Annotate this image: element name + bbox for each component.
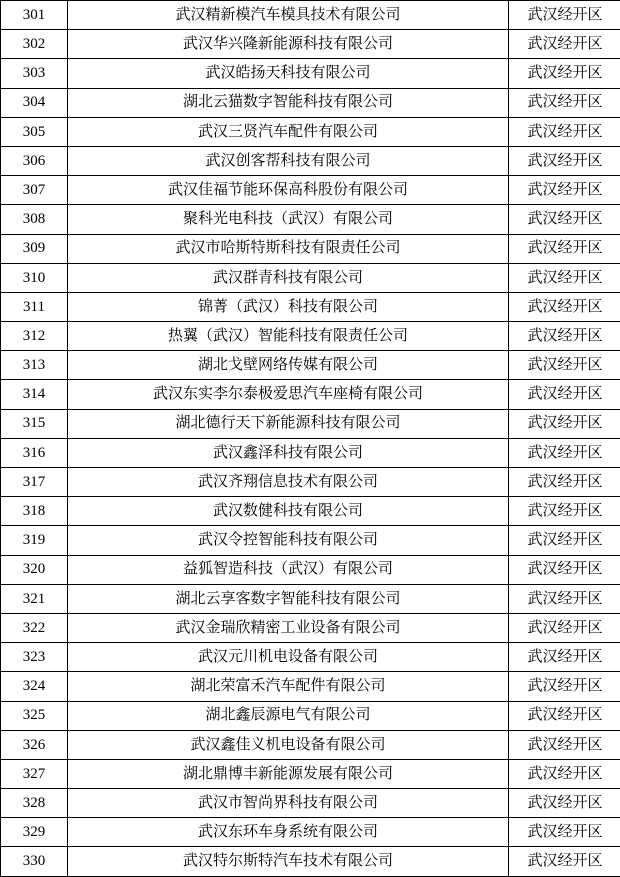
- row-index-cell: 322: [1, 613, 68, 642]
- table-row: [1, 497, 620, 526]
- row-index-cell: 329: [1, 818, 68, 847]
- row-index-cell: 310: [1, 263, 68, 292]
- company-name-cell: 聚科光电科技（武汉）有限公司: [68, 205, 509, 234]
- table-row: [1, 643, 620, 672]
- zone-cell: 武汉经开区: [509, 672, 620, 701]
- table-row: [1, 59, 620, 88]
- table-body: [1, 1, 620, 877]
- table-row: [1, 584, 620, 613]
- table-row: [1, 701, 620, 730]
- table-row: [1, 263, 620, 292]
- row-index-cell: 308: [1, 205, 68, 234]
- table-row: [1, 409, 620, 438]
- company-name-cell: 湖北鑫辰源电气有限公司: [68, 701, 509, 730]
- zone-cell: 武汉经开区: [509, 117, 620, 146]
- table-row: [1, 322, 620, 351]
- zone-cell: 武汉经开区: [509, 351, 620, 380]
- table-row: [1, 30, 620, 59]
- zone-cell: 武汉经开区: [509, 380, 620, 409]
- row-index-cell: 314: [1, 380, 68, 409]
- company-name-cell: 武汉市智尚界科技有限公司: [68, 789, 509, 818]
- row-index-cell: 312: [1, 322, 68, 351]
- zone-cell: 武汉经开区: [509, 468, 620, 497]
- table-row: [1, 205, 620, 234]
- table-row: [1, 88, 620, 117]
- company-name-cell: 武汉皓扬天科技有限公司: [68, 59, 509, 88]
- company-name-cell: 武汉群青科技有限公司: [68, 263, 509, 292]
- company-name-cell: 武汉金瑞欣精密工业设备有限公司: [68, 613, 509, 642]
- zone-cell: 武汉经开区: [509, 847, 620, 876]
- row-index-cell: 318: [1, 497, 68, 526]
- zone-cell: 武汉经开区: [509, 497, 620, 526]
- company-name-cell: 武汉佳福节能环保高科股份有限公司: [68, 176, 509, 205]
- row-index-cell: 320: [1, 555, 68, 584]
- row-index-cell: 302: [1, 30, 68, 59]
- zone-cell: 武汉经开区: [509, 759, 620, 788]
- row-index-cell: 324: [1, 672, 68, 701]
- row-index-cell: 315: [1, 409, 68, 438]
- row-index-cell: 321: [1, 584, 68, 613]
- company-name-cell: 武汉齐翔信息技术有限公司: [68, 468, 509, 497]
- row-index-cell: 306: [1, 146, 68, 175]
- row-index-cell: 326: [1, 730, 68, 759]
- zone-cell: 武汉经开区: [509, 438, 620, 467]
- table-row: [1, 847, 620, 876]
- zone-cell: 武汉经开区: [509, 205, 620, 234]
- zone-cell: 武汉经开区: [509, 292, 620, 321]
- table-row: [1, 555, 620, 584]
- zone-cell: 武汉经开区: [509, 176, 620, 205]
- zone-cell: 武汉经开区: [509, 1, 620, 30]
- row-index-cell: 316: [1, 438, 68, 467]
- company-name-cell: 锦菁（武汉）科技有限公司: [68, 292, 509, 321]
- table-row: [1, 351, 620, 380]
- row-index-cell: 327: [1, 759, 68, 788]
- table-row: [1, 613, 620, 642]
- table-row: [1, 759, 620, 788]
- company-name-cell: 武汉鑫泽科技有限公司: [68, 438, 509, 467]
- company-name-cell: 武汉数健科技有限公司: [68, 497, 509, 526]
- row-index-cell: 313: [1, 351, 68, 380]
- table-row: [1, 438, 620, 467]
- zone-cell: 武汉经开区: [509, 730, 620, 759]
- zone-cell: 武汉经开区: [509, 701, 620, 730]
- zone-cell: 武汉经开区: [509, 526, 620, 555]
- company-name-cell: 湖北云猫数字智能科技有限公司: [68, 88, 509, 117]
- table-row: [1, 1, 620, 30]
- table-row: [1, 292, 620, 321]
- table-row: [1, 176, 620, 205]
- zone-cell: 武汉经开区: [509, 30, 620, 59]
- row-index-cell: 319: [1, 526, 68, 555]
- zone-cell: 武汉经开区: [509, 88, 620, 117]
- row-index-cell: 325: [1, 701, 68, 730]
- zone-cell: 武汉经开区: [509, 146, 620, 175]
- row-index-cell: 311: [1, 292, 68, 321]
- table-row: [1, 789, 620, 818]
- row-index-cell: 304: [1, 88, 68, 117]
- company-name-cell: 武汉元川机电设备有限公司: [68, 643, 509, 672]
- company-name-cell: 湖北云享客数字智能科技有限公司: [68, 584, 509, 613]
- table-row: [1, 526, 620, 555]
- zone-cell: 武汉经开区: [509, 409, 620, 438]
- row-index-cell: 328: [1, 789, 68, 818]
- table-row: [1, 672, 620, 701]
- company-name-cell: 热翼（武汉）智能科技有限责任公司: [68, 322, 509, 351]
- company-name-cell: 湖北戈壁网络传媒有限公司: [68, 351, 509, 380]
- row-index-cell: 303: [1, 59, 68, 88]
- row-index-cell: 330: [1, 847, 68, 876]
- table-row: [1, 146, 620, 175]
- table-row: [1, 234, 620, 263]
- company-name-cell: 武汉三贤汽车配件有限公司: [68, 117, 509, 146]
- zone-cell: 武汉经开区: [509, 555, 620, 584]
- zone-cell: 武汉经开区: [509, 263, 620, 292]
- company-name-cell: 益狐智造科技（武汉）有限公司: [68, 555, 509, 584]
- table-row: [1, 117, 620, 146]
- table-row: [1, 468, 620, 497]
- company-name-cell: 武汉创客帮科技有限公司: [68, 146, 509, 175]
- company-name-cell: 武汉东环车身系统有限公司: [68, 818, 509, 847]
- company-name-cell: 武汉市哈斯特斯科技有限责任公司: [68, 234, 509, 263]
- row-index-cell: 323: [1, 643, 68, 672]
- zone-cell: 武汉经开区: [509, 643, 620, 672]
- company-name-cell: 湖北德行天下新能源科技有限公司: [68, 409, 509, 438]
- row-index-cell: 301: [1, 1, 68, 30]
- zone-cell: 武汉经开区: [509, 584, 620, 613]
- company-name-cell: 武汉东实李尔泰极爱思汽车座椅有限公司: [68, 380, 509, 409]
- table-row: [1, 818, 620, 847]
- zone-cell: 武汉经开区: [509, 789, 620, 818]
- company-name-cell: 武汉华兴隆新能源科技有限公司: [68, 30, 509, 59]
- row-index-cell: 307: [1, 176, 68, 205]
- table-row: [1, 380, 620, 409]
- company-name-cell: 武汉特尔斯特汽车技术有限公司: [68, 847, 509, 876]
- row-index-cell: 309: [1, 234, 68, 263]
- zone-cell: 武汉经开区: [509, 818, 620, 847]
- zone-cell: 武汉经开区: [509, 613, 620, 642]
- company-name-cell: 武汉令控智能科技有限公司: [68, 526, 509, 555]
- company-name-cell: 武汉精新模汽车模具技术有限公司: [68, 1, 509, 30]
- row-index-cell: 305: [1, 117, 68, 146]
- zone-cell: 武汉经开区: [509, 322, 620, 351]
- zone-cell: 武汉经开区: [509, 234, 620, 263]
- company-name-cell: 武汉鑫佳义机电设备有限公司: [68, 730, 509, 759]
- company-name-cell: 湖北鼎博丰新能源发展有限公司: [68, 759, 509, 788]
- row-index-cell: 317: [1, 468, 68, 497]
- company-name-cell: 湖北荣富禾汽车配件有限公司: [68, 672, 509, 701]
- zone-cell: 武汉经开区: [509, 59, 620, 88]
- table-row: [1, 730, 620, 759]
